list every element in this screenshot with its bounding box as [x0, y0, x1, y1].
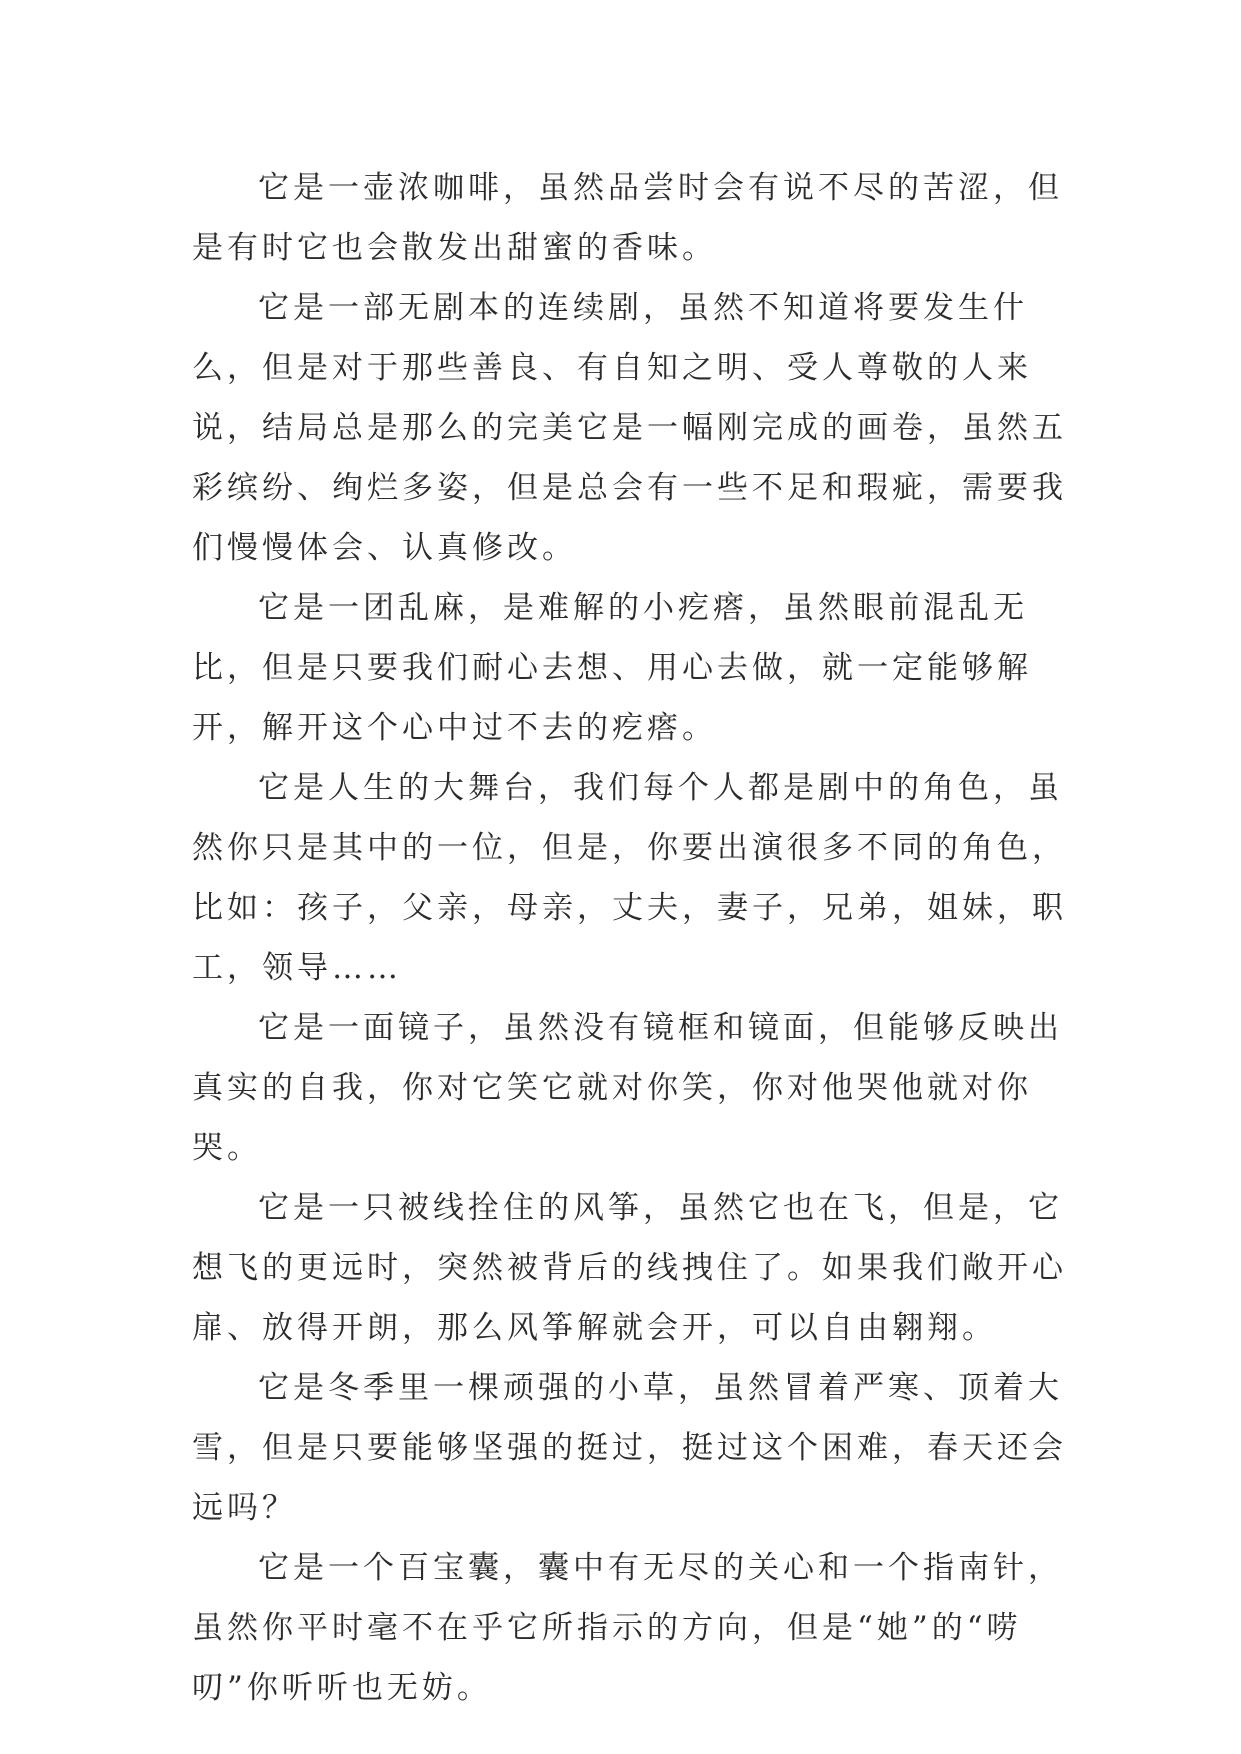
document-body: [192, 158, 1072, 1718]
paragraph-tangle: 它是一团乱麻，是难解的小疙瘩，虽然眼前混乱无比，但是只要我们耐心去想、用心去做，就一定能够解开，解开这个心中过不去的疙瘩。: [192, 590, 1032, 746]
paragraph-kite: 它是一只被线拴住的风筝，虽然它也在飞，但是，它想飞的更远时，突然被背后的线拽住了。如果我们敞开心扉、放得开朗，那么风筝解就会开，可以自由翱翔。: [192, 1190, 1067, 1346]
paragraph-coffee: 它是一壶浓咖啡，虽然品尝时会有说不尽的苦涩，但是有时它也会散发出甜蜜的香味。: [192, 170, 1063, 266]
paragraph-grass: 它是冬季里一棵顽强的小草，虽然冒着严寒、顶着大雪，但是只要能够坚强的挺过，挺过这个困难，春天还会远吗？: [192, 1370, 1067, 1526]
paragraph-stage: 它是人生的大舞台，我们每个人都是剧中的角色，虽然你只是其中的一位，但是，你要出演很多不同的角色，比如：孩子，父亲，母亲，丈夫，妻子，兄弟，姐妹，职工，领导……: [192, 770, 1067, 986]
paragraph-drama: 它是一部无剧本的连续剧，虽然不知道将要发生什么，但是对于那些善良、有自知之明、受人尊敬的人来说，结局总是那么的完美它是一幅刚完成的画卷，虽然五彩缤纷、绚烂多姿，但是总会有一些不足和瑕疵，需要我们慢慢体会、认真修改。: [192, 290, 1067, 566]
paragraph-mirror: 它是一面镜子，虽然没有镜框和镜面，但能够反映出真实的自我，你对它笑它就对你笑，你对他哭他就对你哭。: [192, 1010, 1063, 1166]
paragraph-treasure-bag: 它是一个百宝囊，囊中有无尽的关心和一个指南针，虽然你平时毫不在乎它所指示的方向，但是“她”的“唠叨”你听听也无妨。: [192, 1550, 1063, 1706]
